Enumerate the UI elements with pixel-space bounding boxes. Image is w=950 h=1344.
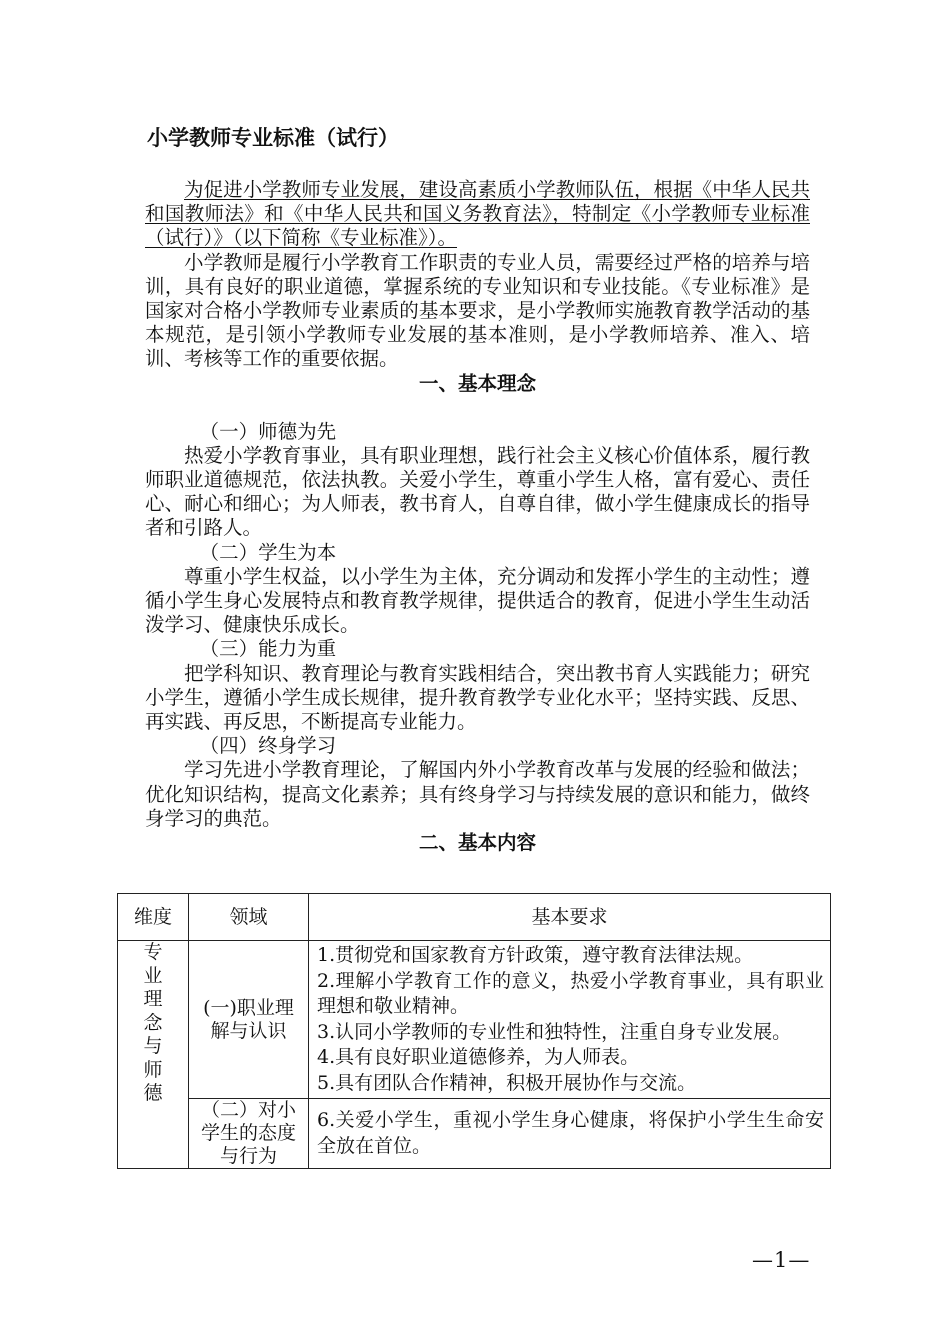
requirements-cell-2	[309, 1099, 831, 1169]
concept-heading-2: （二）学生为本	[199, 540, 337, 564]
field-cell-1: (一)职业理解与认识	[189, 941, 309, 1099]
requirement-item: 4.具有良好职业道德修养，为人师表。	[317, 1046, 640, 1068]
table-header-row	[118, 894, 831, 941]
requirement-item: 2.理解小学教育工作的意义，热爱小学教育事业，具有职业理想和敬业精神。	[317, 969, 824, 1017]
concept-text-4: 学习先进小学教育理论，了解国内外小学教育改革与发展的经验和做法；优化知识结构，提高文化素养；具有终身学习与持续发展的意识和能力，做终身学习的典范。	[145, 758, 810, 830]
field-cell-2: （二）对小学生的态度与行为	[189, 1099, 309, 1169]
concept-text-2: 尊重小学生权益，以小学生为主体，充分调动和发挥小学生的主动性；遵循小学生身心发展特点和教育教学规律，提供适合的教育，促进小学生生动活泼学习、健康快乐成长。	[145, 564, 810, 637]
concept-text-3: 把学科知识、教育理论与教育实践相结合，突出教书育人实践能力；研究小学生，遵循小学生成长规律，提升教育教学专业化水平；坚持实践、反思、再实践、再反思，不断提高专业能力。	[145, 661, 810, 734]
header-dimension: 维度	[118, 894, 189, 941]
document-title: 小学教师专业标准（试行）	[147, 125, 399, 150]
intro-paragraph-2: 小学教师是履行小学教育工作职责的专业人员，需要经过严格的培养与培训，具有良好的职业道德，掌握系统的专业知识和专业技能。《专业标准》是国家对合格小学教师专业素质的基本要求，是小学教师实施教育教学活动的基本规范，是引领小学教师专业发展的基本准则，是小学教师培养、准入、培训、考核等工作的重要依据。	[145, 250, 810, 371]
document-body	[145, 178, 810, 855]
standards-table-container	[117, 893, 831, 1169]
section-heading-basic-concepts: 一、基本理念	[418, 371, 536, 395]
requirement-item: 6.关爱小学生，重视小学生身心健康，将保护小学生生命安全放在首位。	[317, 1109, 824, 1157]
table-row	[118, 941, 831, 1099]
section-heading-basic-content: 二、基本内容	[418, 831, 536, 855]
dimension-cell	[118, 941, 189, 1169]
standards-table	[117, 893, 831, 1169]
requirement-item: 1.贯彻党和国家教育方针政策，遵守教育法律法规。	[317, 944, 754, 966]
dimension-label: 专业理念与师德	[143, 941, 163, 1104]
table-row	[118, 1099, 831, 1169]
intro-paragraph-1: 为促进小学教师专业发展，建设高素质小学教师队伍，根据《中华人民共和国教师法》和《中华人民共和国义务教育法》，特制定《小学教师专业标准（试行）》（以下简称《专业标准》）。	[145, 178, 810, 250]
page-number: —1—	[752, 1248, 811, 1272]
requirement-item: 3.认同小学教师的专业性和独特性，注重自身专业发展。	[317, 1020, 792, 1043]
header-requirements: 基本要求	[309, 894, 831, 941]
concept-text-1: 热爱小学教育事业，具有职业理想，践行社会主义核心价值体系，履行教师职业道德规范，依法执教。关爱小学生，尊重小学生人格，富有爱心、责任心、耐心和细心；为人师表，教书育人，自尊自律，做小学生健康成长的指导者和引路人。	[145, 443, 810, 540]
header-field: 领域	[189, 894, 309, 941]
concept-heading-3: （三）能力为重	[199, 637, 337, 661]
concept-heading-4: （四）终身学习	[199, 734, 337, 758]
requirement-item: 5.具有团队合作精神，积极开展协作与交流。	[317, 1071, 697, 1094]
concept-heading-1: （一）师德为先	[199, 419, 337, 443]
requirements-cell-1	[309, 941, 831, 1099]
